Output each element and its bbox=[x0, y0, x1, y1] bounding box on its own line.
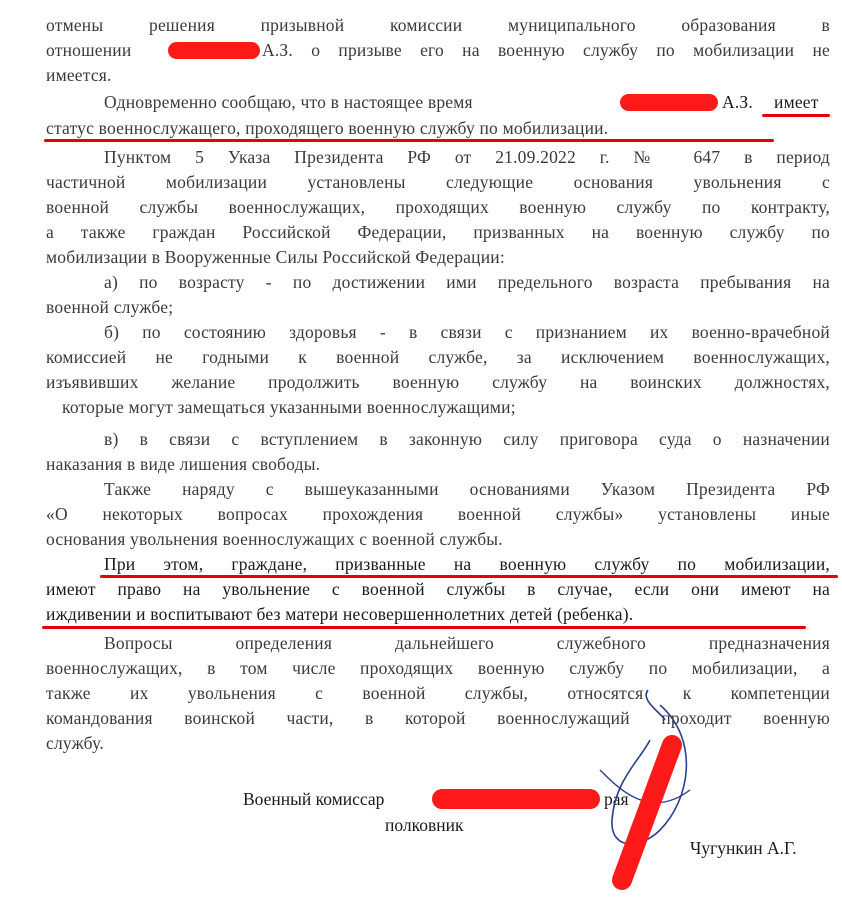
paragraph-line: основания увольнения военнослужащих с военной службы. bbox=[46, 529, 503, 549]
paragraph-line: иждивении и воспитывают без матери несовершеннолетних детей (ребенка). bbox=[46, 604, 634, 624]
paragraph-line: Вопросы определения дальнейшего служебного предназначения bbox=[104, 633, 830, 653]
paragraph-line: военной службы военнослужащих, проходящих военную службу по контракту, bbox=[46, 197, 830, 217]
paragraph-line: имеется. bbox=[46, 65, 112, 85]
paragraph-line: также их увольнения с военной службы, относятся к компетенции bbox=[46, 683, 830, 703]
paragraph-line: отмены решения призывной комиссии муниципального образования в bbox=[46, 15, 830, 35]
signature-title-suffix: рая bbox=[604, 789, 629, 809]
paragraph-line: в) в связи с вступлением в законную силу приговора суда о назначении bbox=[104, 429, 830, 449]
paragraph-line: Пунктом 5 Указа Президента РФ от 21.09.2022 г. № 647 в период bbox=[104, 147, 830, 167]
paragraph-line: статус военнослужащего, проходящего военную службу по мобилизации. bbox=[46, 118, 609, 138]
paragraph-line: частичной мобилизации установлены следующие основания увольнения с bbox=[46, 172, 830, 192]
paragraph-line: «О некоторых вопросах прохождения военной службы» установлены иные bbox=[46, 504, 830, 524]
paragraph-line: При этом, граждане, призванные на военную службу по мобилизации, bbox=[104, 554, 830, 574]
paragraph-line: Также наряду с вышеуказанными основаниями Указом Президента РФ bbox=[104, 479, 830, 499]
paragraph-line: наказания в виде лишения свободы. bbox=[46, 454, 321, 474]
paragraph-line: а также граждан Российской Федерации, призванных на военную службу по bbox=[46, 222, 830, 242]
paragraph-line: военнослужащих, в том числе проходящих военную службу по мобилизации, а bbox=[46, 658, 830, 678]
redaction-mark bbox=[622, 745, 672, 880]
paragraph-line: имеет bbox=[774, 92, 819, 112]
paragraph-line: мобилизации в Вооруженные Силы Российской Федерации: bbox=[46, 247, 505, 267]
paragraph-line: А.З. о призыве его на военную службу по мобилизации не bbox=[262, 40, 830, 60]
paragraph-line: комиссией не годными к военной службе, за исключением военнослужащих, bbox=[46, 347, 830, 367]
paragraph-line: которые могут замещаться указанными военнослужащими; bbox=[62, 397, 516, 417]
paragraph-line: а) по возрасту - по достижении ими предельного возраста пребывания на bbox=[104, 272, 830, 292]
paragraph-line: изъявивших желание продолжить военную службу на воинских должностях, bbox=[46, 372, 830, 392]
paragraph-line: А.З. bbox=[722, 92, 753, 112]
signature-rank: полковник bbox=[385, 815, 464, 835]
paragraph-line: военной службе; bbox=[46, 297, 174, 317]
signature-title: Военный комиссар bbox=[243, 789, 385, 809]
paragraph-line: имеют право на увольнение с военной службы в случае, если они имеют на bbox=[46, 579, 830, 599]
paragraph-line: командования воинской части, в которой военнослужащий проходит военную bbox=[46, 708, 830, 728]
paragraph-line: Одновременно сообщаю, что в настоящее время bbox=[104, 92, 473, 112]
paragraph-line: б) по состоянию здоровья - в связи с признанием их военно-врачебной bbox=[104, 322, 830, 342]
signature-name: Чугункин А.Г. bbox=[690, 838, 797, 858]
paragraph-line: службу. bbox=[46, 733, 104, 753]
paragraph-line: отношении bbox=[46, 40, 132, 60]
